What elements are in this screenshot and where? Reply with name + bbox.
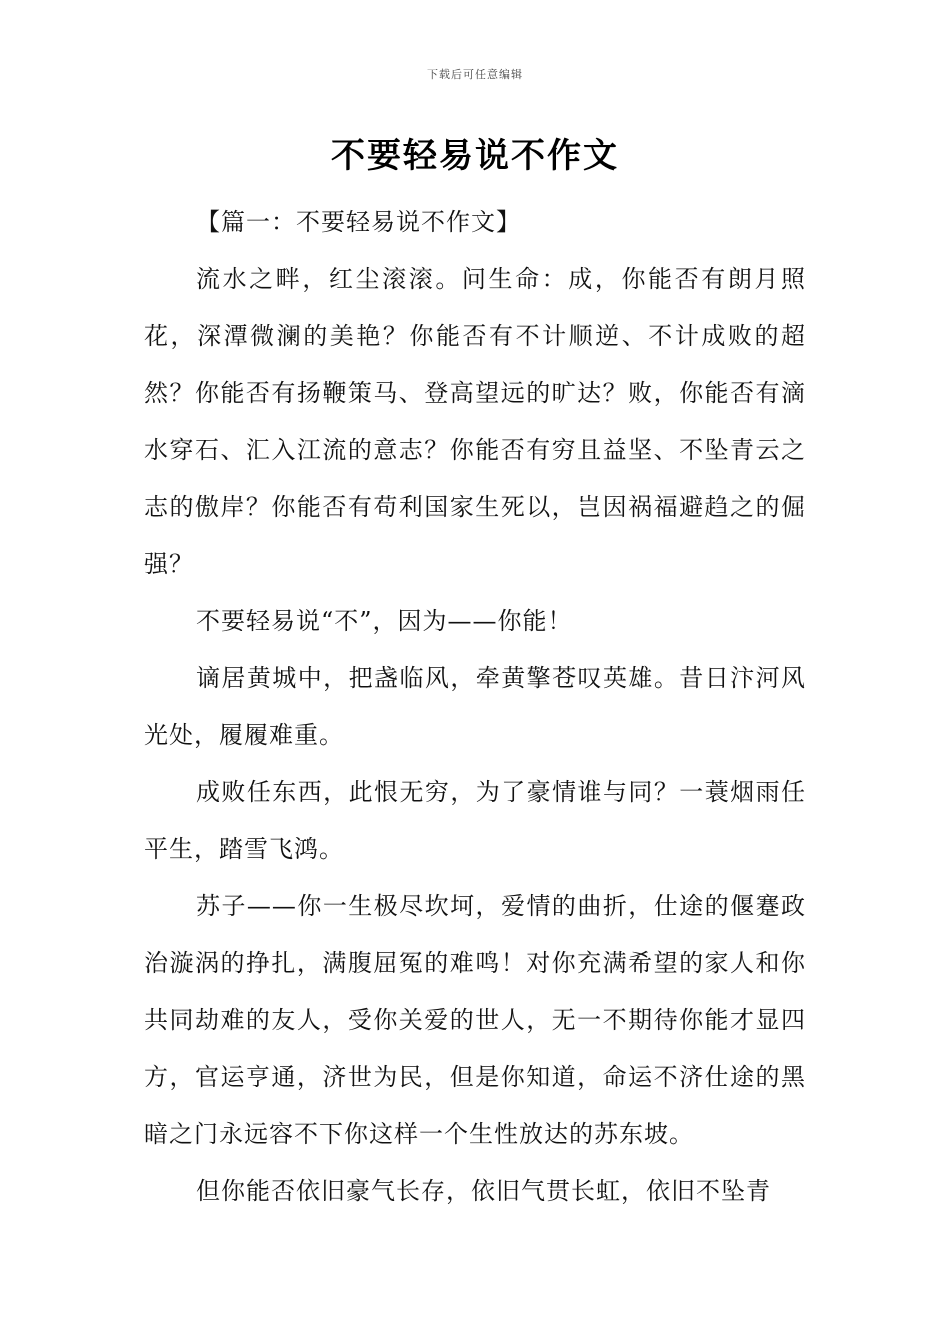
paragraph: 流水之畔，红尘滚滚。问生命：成，你能否有朗月照花，深潭微澜的美艳？你能否有不计顺逆、不计成败的超然？你能否有扬鞭策马、登高望远的旷达？败，你能否有滴水穿石、汇入江流的意志？你能否有穷且益坚、不坠青云之志的傲岸？你能否有苟利国家生死以，岂因祸福避趋之的倔强？ — [144, 265, 806, 578]
document-body — [144, 194, 806, 1220]
paragraph: 成败任东西，此恨无穷，为了豪情谁与同？一蓑烟雨任平生，踏雪飞鸿。 — [144, 778, 806, 863]
paragraph: 不要轻易说“不”，因为——你能！ — [196, 607, 573, 635]
document-title: 不要轻易说不作文 — [331, 136, 619, 176]
section-heading: 【篇一：不要轻易说不作文】 — [196, 208, 521, 236]
paragraph: 谪居黄城中，把盏临风，牵黄擎苍叹英雄。昔日汴河风光处，履履难重。 — [144, 664, 806, 749]
header-note: 下载后可任意编辑 — [427, 68, 523, 81]
paragraph: 但你能否依旧豪气长存，依旧气贯长虹，依旧不坠青 — [196, 1177, 771, 1205]
paragraph: 苏子——你一生极尽坎坷，爱情的曲折，仕途的偃蹇政治漩涡的挣扎，满腹屈冤的难鸣！对你充满希望的家人和你共同劫难的友人，受你关爱的世人，无一不期待你能才显四方，官运亨通，济世为民，但是你知道，命运不济仕途的黑暗之门永远容不下你这样一个生性放达的苏东坡。 — [144, 892, 806, 1148]
